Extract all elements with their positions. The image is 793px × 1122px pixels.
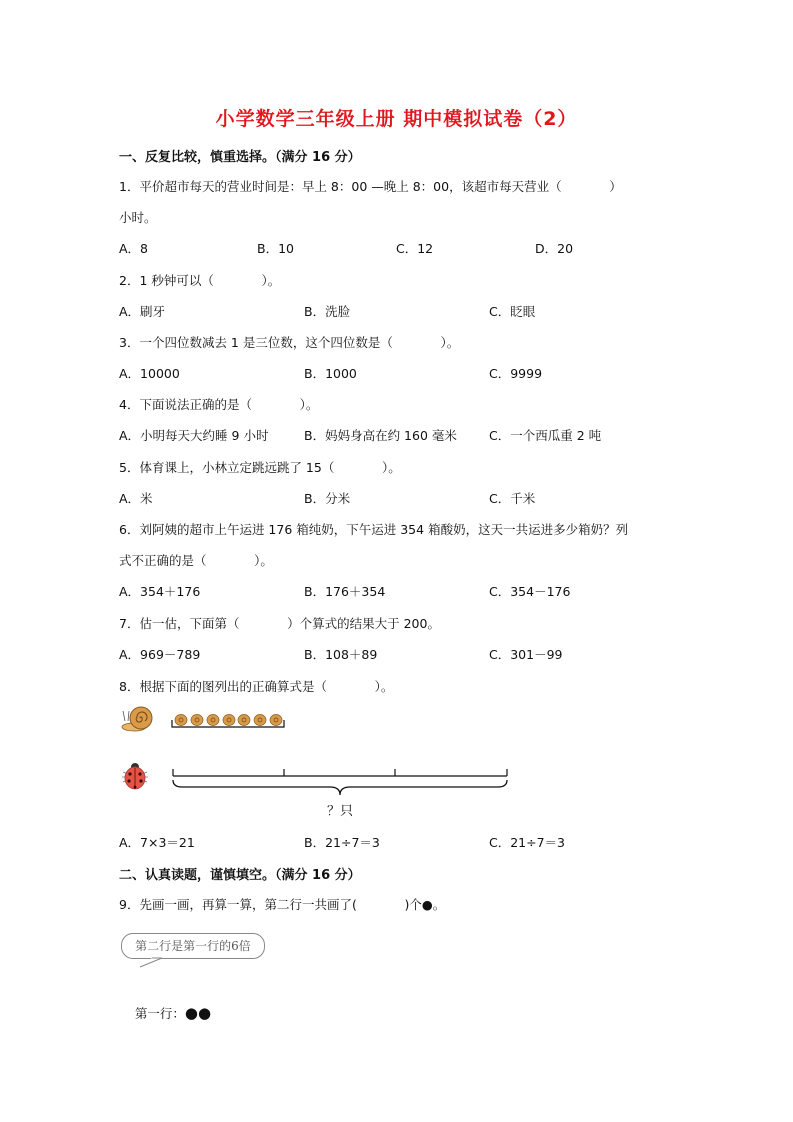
option-b[interactable]: B．108＋89 xyxy=(304,647,378,662)
option-b[interactable]: B．176＋354 xyxy=(304,584,386,599)
question-7-line-1: 7．估一估，下面第（ ）个算式的结果大于 200。 xyxy=(119,616,440,631)
ladybug-icon xyxy=(120,760,150,794)
option-a[interactable]: A．小明每天大约睡 9 小时 xyxy=(119,428,269,443)
section-heading-1: 一、反复比较，慎重选择。（满分 16 分） xyxy=(119,150,361,165)
section-heading-2: 二、认真读题，谨慎填空。（满分 16 分） xyxy=(119,868,361,883)
option-c[interactable]: C．千米 xyxy=(489,491,536,506)
question-1-line-2: 小时。 xyxy=(119,210,157,225)
option-b[interactable]: B．21÷7＝3 xyxy=(304,835,380,850)
option-c[interactable]: C．12 xyxy=(396,241,434,256)
question-3-options xyxy=(119,364,679,382)
row-1 xyxy=(119,989,211,1037)
option-b[interactable]: B．分米 xyxy=(304,491,351,506)
question-2-line-1: 2．1 秒钟可以（ ）。 xyxy=(119,273,281,288)
option-a[interactable]: A．米 xyxy=(119,491,153,506)
option-c[interactable]: C．一个西瓜重 2 吨 xyxy=(489,428,602,443)
snail-icon xyxy=(120,703,156,733)
snail-row-figure xyxy=(170,708,288,730)
option-a[interactable]: A．刷牙 xyxy=(119,304,166,319)
brace-label: ？只 xyxy=(327,804,354,819)
option-a[interactable]: A．354＋176 xyxy=(119,584,201,599)
option-c[interactable]: C．354－176 xyxy=(489,584,571,599)
question-4-line-1: 4．下面说法正确的是（ ）。 xyxy=(119,397,319,412)
option-c[interactable]: C．21÷7＝3 xyxy=(489,835,566,850)
question-6-line-2: 式不正确的是（ ）。 xyxy=(119,553,273,568)
page-title: 小学数学三年级上册 期中模拟试卷（2） xyxy=(215,108,578,130)
question-5-line-1: 5．体育课上，小林立定跳远跳了 15（ ）。 xyxy=(119,460,401,475)
option-c[interactable]: C．9999 xyxy=(489,366,543,381)
question-8-line-1: 8．根据下面的图列出的正确算式是（ ）。 xyxy=(119,679,394,694)
option-a[interactable]: A．8 xyxy=(119,241,149,256)
brace-icon xyxy=(173,780,507,795)
row-1-label: 第一行： xyxy=(134,1006,185,1021)
option-a[interactable]: A．10000 xyxy=(119,366,180,381)
row-1-dots: ●● xyxy=(184,1004,212,1022)
question-2-options xyxy=(119,302,679,320)
question-6-line-1: 6．刘阿姨的超市上午运进 176 箱纯奶，下午运进 354 箱酸奶，这天一共运进多少箱奶？列 xyxy=(119,522,629,537)
snail-row-icons xyxy=(175,715,282,726)
ladybug-segment-diagram xyxy=(170,765,510,797)
option-c[interactable]: C．眨眼 xyxy=(489,304,536,319)
question-6-options xyxy=(119,582,679,600)
question-8-options xyxy=(119,833,679,851)
question-1-options xyxy=(119,239,679,257)
option-b[interactable]: B．1000 xyxy=(304,366,357,381)
option-b[interactable]: B．妈妈身高在约 160 毫米 xyxy=(304,428,457,443)
option-d[interactable]: D．20 xyxy=(535,241,574,256)
option-b[interactable]: B．10 xyxy=(257,241,294,256)
option-c[interactable]: C．301－99 xyxy=(489,647,563,662)
speech-bubble: 第二行是第一行的6倍 xyxy=(121,933,265,959)
question-5-options xyxy=(119,489,679,507)
question-4-options xyxy=(119,426,679,444)
option-a[interactable]: A．7×3＝21 xyxy=(119,835,195,850)
question-1-line-1: 1．平价超市每天的营业时间是：早上 8：00 —晚上 8：00，该超市每天营业（ ） xyxy=(119,179,622,194)
question-7-options xyxy=(119,645,679,663)
bubble-tail-icon xyxy=(138,955,168,969)
question-9-line-1: 9．先画一画，再算一算，第二行一共画了( )个●。 xyxy=(119,897,446,912)
option-a[interactable]: A．969－789 xyxy=(119,647,201,662)
question-3-line-1: 3．一个四位数减去 1 是三位数，这个四位数是（ ）。 xyxy=(119,335,460,350)
option-b[interactable]: B．洗脸 xyxy=(304,304,351,319)
